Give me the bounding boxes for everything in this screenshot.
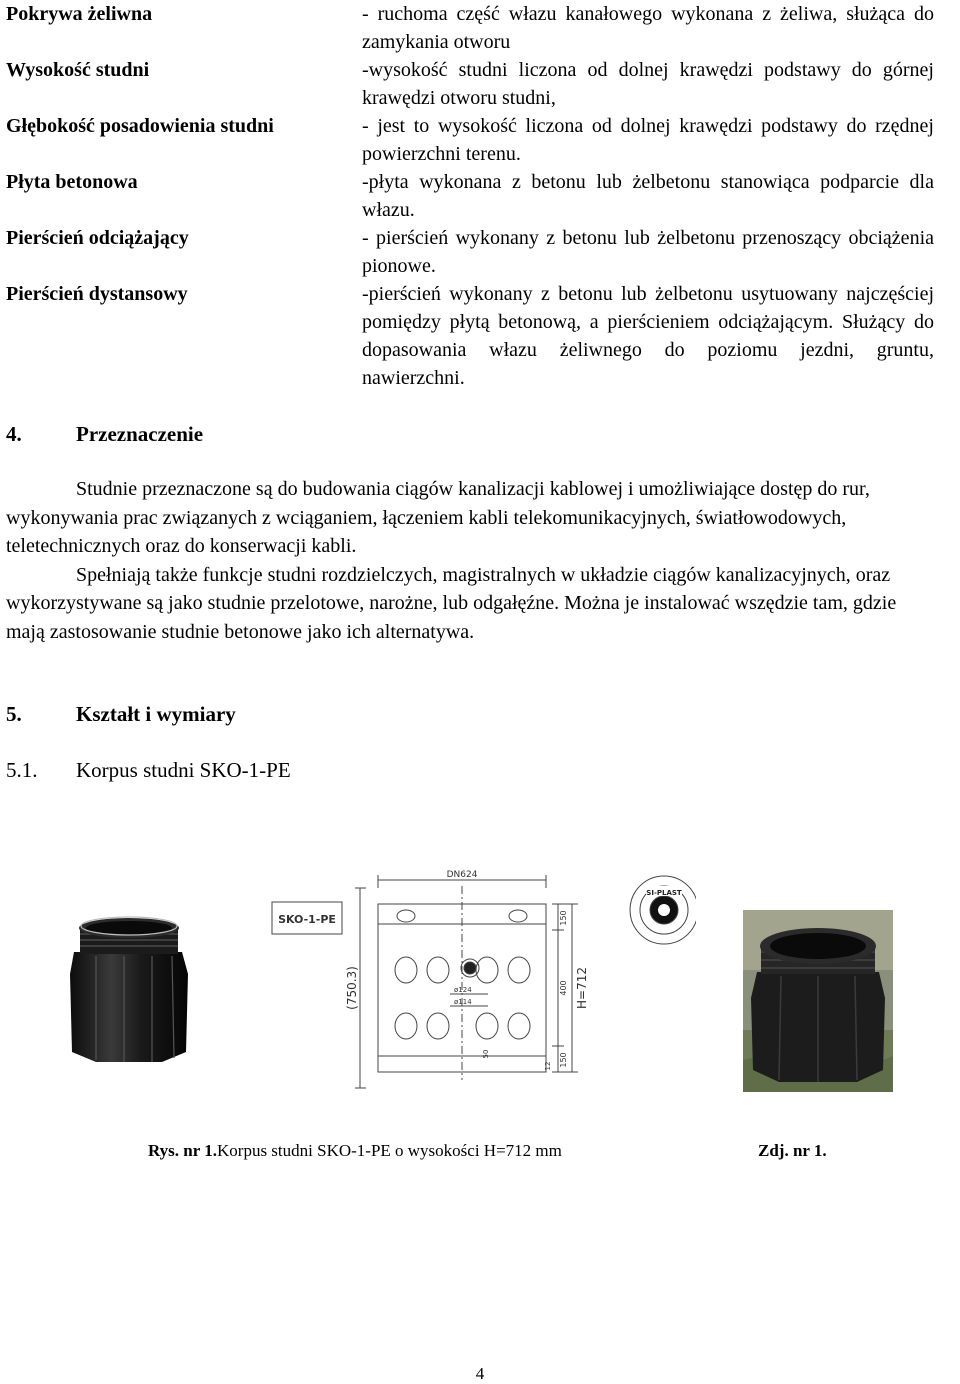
definition-description: -pierścień wykonany z betonu lub żelbetonu usytuowany najczęściej pomiędzy płytą betonową, a pierścieniem odciążającym. Służący do dopasowania włazu żeliwnego do poziomu jezdni, gruntu, nawierzchni. (362, 283, 934, 389)
dimension-label: DN624 (446, 870, 478, 880)
definition-term: Głębokość posadowienia studni (6, 115, 274, 137)
paragraph: Studnie przeznaczone są do budowania ciągów kanalizacji kablowej i umożliwiające dostęp do rur, wykonywania prac związanych z wciąganiem, łączeniem kabli telekomunikacyjnych, światłowodowych, teletechnicznych oraz do konserwacji kabli. (6, 478, 870, 557)
section-4-heading (6, 420, 406, 448)
figure-caption-text: Korpus studni SKO-1-PE o wysokości H=712 mm (217, 1141, 562, 1160)
section-title: Korpus studni SKO-1-PE (76, 758, 291, 782)
well-body-photo-right (743, 910, 893, 1092)
definition-description: -płyta wykonana z betonu lub żelbetonu stanowiąca podparcie dla włazu. (362, 171, 934, 221)
definition-row (6, 112, 956, 168)
dimension-label: 12 (544, 1061, 552, 1071)
definition-row (6, 280, 956, 392)
technical-drawing (266, 866, 696, 1102)
definition-description: - pierścień wykonany z betonu lub żelbetonu przenoszący obciążenia pionowe. (362, 227, 934, 277)
well-body-photo-left (66, 912, 190, 1064)
section-5-1-heading (6, 756, 406, 784)
section-5-heading (6, 700, 406, 728)
section-number: 5.1. (6, 758, 38, 782)
figure-caption (148, 1140, 562, 1162)
paragraph: Spełniają także funkcje studni rozdzielczych, magistralnych w układzie ciągów kanalizacyjnych, oraz wykorzystywane są jako studnie przelotowe, narożne, lub odgałęźne. Można je instalować wszędzie tam, gdzie mają zastosowanie studnie betonowe jako ich alternatywa. (6, 563, 897, 643)
diameter-label: ø124 (454, 986, 472, 994)
definition-term: Pokrywa żeliwna (6, 3, 153, 25)
dimension-label: 50 (482, 1049, 490, 1059)
definition-row (6, 0, 956, 56)
dimension-label: 150 (559, 1052, 568, 1068)
section-number: 5. (6, 702, 22, 726)
dimension-label: 400 (559, 980, 568, 996)
brand-logo-text: SI-PLAST (646, 889, 682, 897)
definition-term: Wysokość studni (6, 59, 150, 81)
figure-caption-label: Rys. nr 1. (148, 1141, 217, 1160)
model-label: SKO-1-PE (278, 913, 336, 926)
definition-description: - ruchoma część włazu kanałowego wykonana z żeliwa, służąca do zamykania otworu (362, 3, 934, 53)
section-title: Przeznaczenie (76, 422, 204, 446)
definition-term: Płyta betonowa (6, 171, 138, 193)
dimension-label: H=712 (575, 967, 589, 1009)
diameter-label: ø114 (454, 998, 472, 1006)
definition-description: -wysokość studni liczona od dolnej krawędzi podstawy do górnej krawędzi otworu studni, (362, 59, 934, 109)
definition-term: Pierścień odciążający (6, 227, 189, 249)
photo-caption-label: Zdj. nr 1. (758, 1141, 827, 1160)
dimension-label: (750.3) (345, 966, 359, 1010)
section-4-body (6, 475, 914, 646)
definition-row (6, 56, 956, 112)
section-number: 4. (6, 422, 22, 446)
definition-description: - jest to wysokość liczona od dolnej krawędzi podstawy do rzędnej powierzchni terenu. (362, 115, 934, 165)
page-number: 4 (475, 1364, 485, 1383)
definition-term: Pierścień dystansowy (6, 283, 188, 305)
definition-row (6, 224, 956, 280)
section-title: Kształt i wymiary (76, 702, 236, 726)
definition-row (6, 168, 956, 224)
dimension-label: 150 (559, 910, 568, 926)
photo-caption (758, 1140, 827, 1162)
